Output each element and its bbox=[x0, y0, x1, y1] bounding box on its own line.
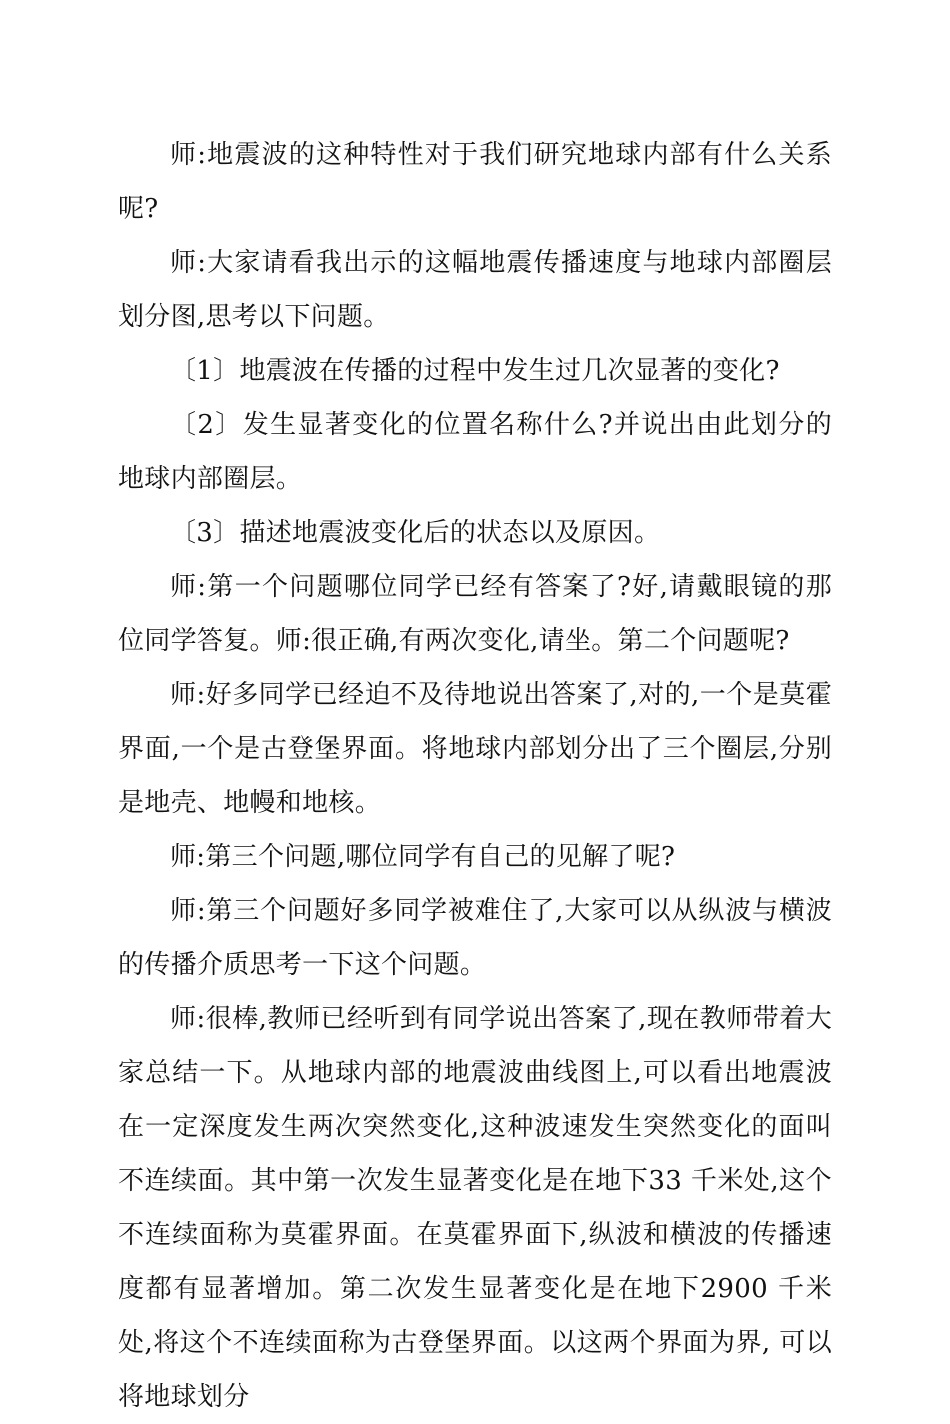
paragraph: 师:很棒,教师已经听到有同学说出答案了,现在教师带着大家总结一下。从地球内部的地震波曲线图上,可以看出地震波在一定深度发生两次突然变化,这种波速发生突然变化的面叫不连续面。其中第一次发生显著变化是在地下33 千米处,这个不连续面称为莫霍界面。在莫霍界面下,纵波和横波的传播速度都有显著增加。第二次发生显著变化是在地下2900 千米处,将这个不连续面称为古登堡界面。以这两个界面为界, 可以将地球划分 bbox=[118, 1004, 832, 1412]
paragraph: 师:地震波的这种特性对于我们研究地球内部有什么关系呢? bbox=[118, 140, 832, 224]
paragraph: 〔1〕地震波在传播的过程中发生过几次显著的变化? bbox=[170, 356, 780, 386]
paragraph: 师:第三个问题,哪位同学有自己的见解了呢? bbox=[170, 842, 676, 872]
document-body bbox=[118, 128, 832, 1424]
paragraph: 师:第一个问题哪位同学已经有答案了?好,请戴眼镜的那位同学答复。师:很正确,有两次变化,请坐。第二个问题呢? bbox=[118, 572, 832, 656]
paragraph: 师:第三个问题好多同学被难住了,大家可以从纵波与横波的传播介质思考一下这个问题。 bbox=[118, 896, 832, 980]
paragraph: 师:好多同学已经迫不及待地说出答案了,对的,一个是莫霍界面,一个是古登堡界面。将地球内部划分出了三个圈层,分别是地壳、地幔和地核。 bbox=[118, 680, 832, 818]
paragraph: 〔2〕发生显著变化的位置名称什么?并说出由此划分的地球内部圈层。 bbox=[118, 410, 832, 494]
paragraph: 师:大家请看我出示的这幅地震传播速度与地球内部圈层划分图,思考以下问题。 bbox=[118, 248, 832, 332]
paragraph: 〔3〕描述地震波变化后的状态以及原因。 bbox=[170, 518, 661, 548]
